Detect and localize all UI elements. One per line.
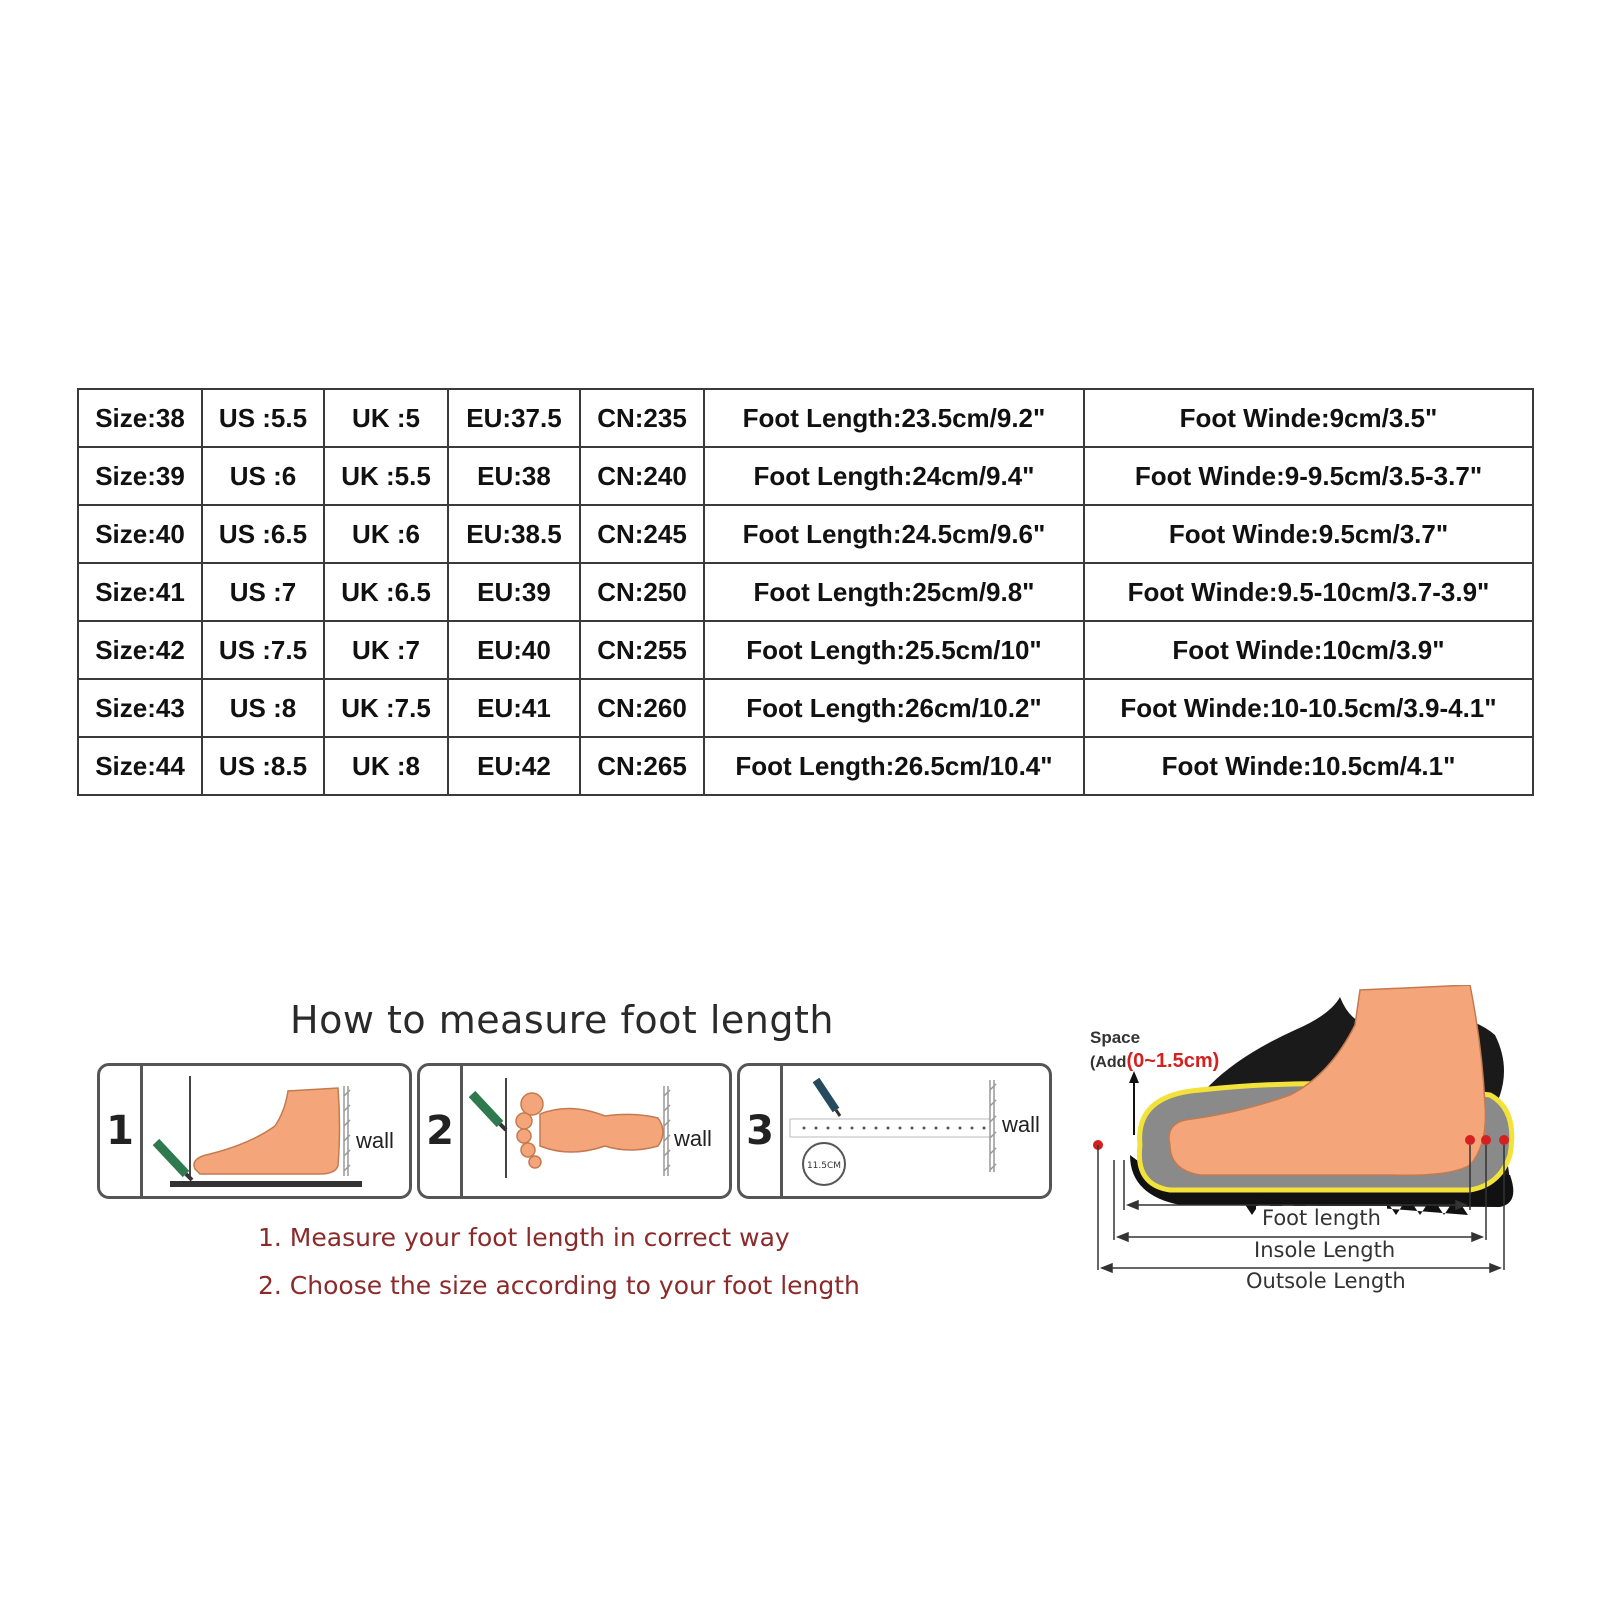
wall-label: wall <box>674 1126 712 1151</box>
table-row <box>78 621 1533 679</box>
foot-length-cell: Foot Length:25.5cm/10" <box>704 621 1084 679</box>
step-1-panel <box>97 1063 412 1199</box>
table-row <box>78 563 1533 621</box>
eu-size-cell: EU:42 <box>448 737 580 795</box>
cn-size-cell: CN:260 <box>580 679 704 737</box>
uk-size-cell: UK :7.5 <box>324 679 448 737</box>
outsole-length-label: Outsole Length <box>1240 1269 1412 1293</box>
toes <box>516 1093 543 1168</box>
cn-size-cell: CN:245 <box>580 505 704 563</box>
eu-size-cell: EU:38 <box>448 447 580 505</box>
foot-length-cell: Foot Length:24.5cm/9.6" <box>704 505 1084 563</box>
us-size-cell: US :8.5 <box>202 737 324 795</box>
us-size-cell: US :7.5 <box>202 621 324 679</box>
ruler-measurement-label: 11.5CM <box>806 1161 842 1171</box>
us-size-cell: US :6 <box>202 447 324 505</box>
foot-side-view <box>194 1088 340 1174</box>
eu-size-cell: EU:40 <box>448 621 580 679</box>
size-chart-body <box>78 389 1533 795</box>
wall-hatch <box>344 1086 350 1176</box>
eu-size-cell: EU:38.5 <box>448 505 580 563</box>
pencil-icon <box>816 1080 840 1116</box>
uk-size-cell: UK :7 <box>324 621 448 679</box>
step-3-panel <box>737 1063 1052 1199</box>
uk-size-cell: UK :5.5 <box>324 447 448 505</box>
space-add-value: (0~1.5cm) <box>1126 1050 1220 1072</box>
foot-length-cell: Foot Length:23.5cm/9.2" <box>704 389 1084 447</box>
foot-width-cell: Foot Winde:9cm/3.5" <box>1084 389 1533 447</box>
measure-guide-title: How to measure foot length <box>290 998 834 1042</box>
insole-length-label: Insole Length <box>1248 1238 1401 1262</box>
pencil-icon <box>156 1142 192 1180</box>
us-size-cell: US :7 <box>202 563 324 621</box>
foot-length-cell: Foot Length:26.5cm/10.4" <box>704 737 1084 795</box>
wall-hatch <box>664 1086 670 1176</box>
step-3-number: 3 <box>740 1066 783 1196</box>
size-cell: Size:38 <box>78 389 202 447</box>
uk-size-cell: UK :5 <box>324 389 448 447</box>
space-add-label <box>1090 1050 1219 1073</box>
foot-width-cell: Foot Winde:9.5-10cm/3.7-3.9" <box>1084 563 1533 621</box>
uk-size-cell: UK :8 <box>324 737 448 795</box>
table-row <box>78 679 1533 737</box>
cn-size-cell: CN:255 <box>580 621 704 679</box>
space-arrow <box>1129 1071 1139 1135</box>
space-add-prefix: (Add <box>1090 1054 1127 1071</box>
size-cell: Size:39 <box>78 447 202 505</box>
uk-size-cell: UK :6 <box>324 505 448 563</box>
foot-length-label: Foot length <box>1256 1206 1387 1230</box>
foot-length-cell: Foot Length:24cm/9.4" <box>704 447 1084 505</box>
size-cell: Size:40 <box>78 505 202 563</box>
foot-width-cell: Foot Winde:10-10.5cm/3.9-4.1" <box>1084 679 1533 737</box>
space-label: Space <box>1090 1028 1141 1047</box>
step-1-number: 1 <box>100 1066 143 1196</box>
cn-size-cell: CN:235 <box>580 389 704 447</box>
cn-size-cell: CN:240 <box>580 447 704 505</box>
table-row <box>78 505 1533 563</box>
size-cell: Size:44 <box>78 737 202 795</box>
eu-size-cell: EU:37.5 <box>448 389 580 447</box>
wall-label: wall <box>356 1128 394 1153</box>
size-cell: Size:41 <box>78 563 202 621</box>
wall-hatch <box>990 1080 996 1172</box>
foot-sole-view <box>540 1108 663 1152</box>
foot-width-cell: Foot Winde:10cm/3.9" <box>1084 621 1533 679</box>
eu-size-cell: EU:41 <box>448 679 580 737</box>
foot-length-cell: Foot Length:26cm/10.2" <box>704 679 1084 737</box>
cn-size-cell: CN:265 <box>580 737 704 795</box>
wall-label: wall <box>1002 1112 1040 1137</box>
table-row <box>78 737 1533 795</box>
uk-size-cell: UK :6.5 <box>324 563 448 621</box>
size-cell: Size:42 <box>78 621 202 679</box>
step-2-panel <box>417 1063 732 1199</box>
foot-width-cell: Foot Winde:9.5cm/3.7" <box>1084 505 1533 563</box>
us-size-cell: US :6.5 <box>202 505 324 563</box>
us-size-cell: US :5.5 <box>202 389 324 447</box>
table-row <box>78 389 1533 447</box>
cn-size-cell: CN:250 <box>580 563 704 621</box>
us-size-cell: US :8 <box>202 679 324 737</box>
table-row <box>78 447 1533 505</box>
step-2-number: 2 <box>420 1066 463 1196</box>
foot-width-cell: Foot Winde:10.5cm/4.1" <box>1084 737 1533 795</box>
instruction-2: 2. Choose the size according to your foot length <box>258 1271 860 1300</box>
pencil-icon <box>472 1094 506 1130</box>
size-cell: Size:43 <box>78 679 202 737</box>
instruction-1: 1. Measure your foot length in correct way <box>258 1223 790 1252</box>
foot-width-cell: Foot Winde:9-9.5cm/3.5-3.7" <box>1084 447 1533 505</box>
eu-size-cell: EU:39 <box>448 563 580 621</box>
foot-length-cell: Foot Length:25cm/9.8" <box>704 563 1084 621</box>
ruler-dots <box>803 1127 986 1130</box>
size-chart-table <box>77 388 1534 796</box>
